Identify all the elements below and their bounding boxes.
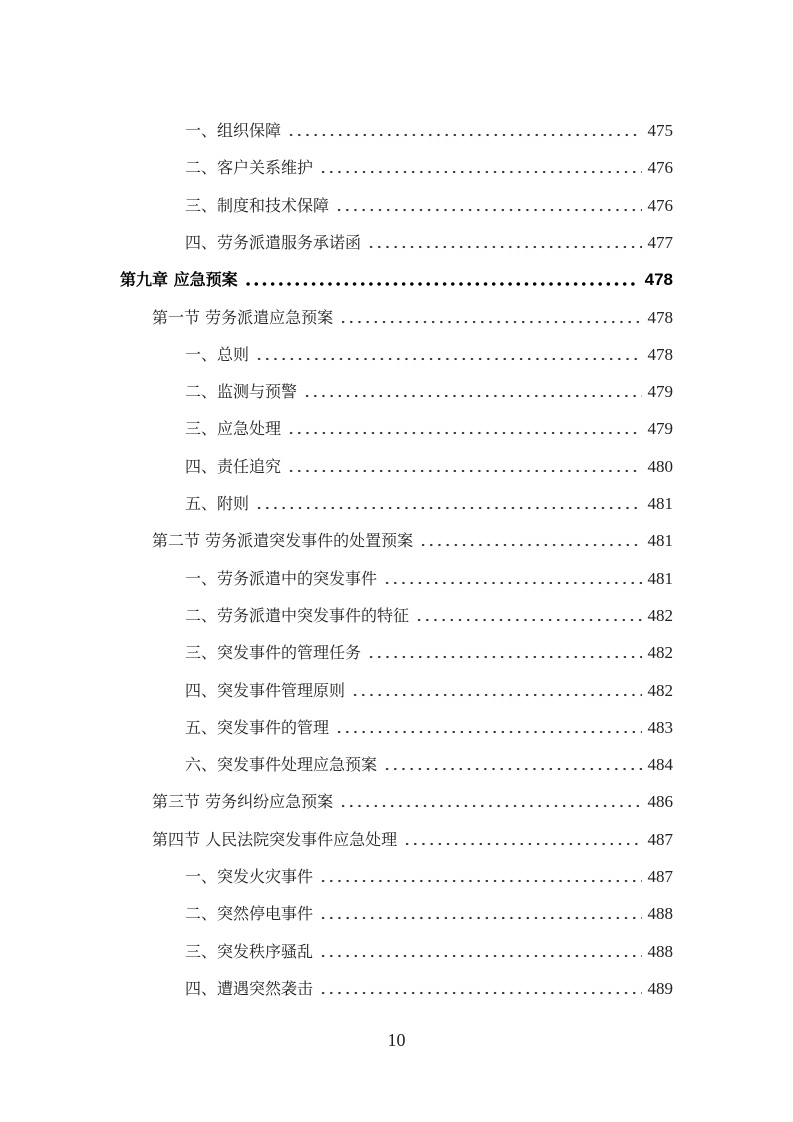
dot-leader [255,506,641,510]
toc-entry-page: 476 [647,158,673,178]
toc-entry-page: 487 [647,829,673,849]
dot-leader [367,245,641,249]
toc-entry-page: 478 [647,344,673,364]
dot-leader [335,208,641,212]
dot-leader [319,170,641,174]
toc-section-entry[interactable] [152,787,673,817]
toc-item-entry[interactable] [185,974,673,1004]
toc-entry-page: 478 [647,307,673,327]
dot-leader [287,431,641,435]
toc-item-entry[interactable] [185,638,673,668]
toc-entry-page: 475 [647,121,673,140]
toc-entry-title: 三、突发秩序骚乱 [185,941,314,961]
toc-item-entry[interactable] [185,713,673,743]
toc-item-entry[interactable] [185,191,673,221]
dot-leader [335,730,641,734]
toc-item-entry[interactable] [185,377,673,407]
toc-entry-title: 二、监测与预警 [185,382,298,402]
dot-leader [383,581,641,585]
dot-leader [287,133,641,137]
toc-item-entry[interactable] [185,489,673,519]
toc-section-entry[interactable] [152,825,673,855]
toc-entry-title: 三、突发事件的管理任务 [185,643,362,663]
toc-entry-title: 一、总则 [185,344,250,364]
toc-entry-page: 480 [647,456,673,476]
dot-leader [367,655,641,659]
toc-entry-title: 四、遭遇突然袭击 [185,978,314,998]
dot-leader [419,543,641,547]
dot-leader [319,954,641,958]
toc-entry-title: 六、突发事件处理应急预案 [185,755,378,775]
toc-item-entry[interactable] [185,153,673,183]
toc-section-entry[interactable] [152,526,673,556]
toc-item-entry[interactable] [185,750,673,780]
page-number: 10 [387,1030,406,1050]
toc-entry-title: 三、应急处理 [185,419,282,439]
toc-item-entry[interactable] [185,228,673,258]
toc-entry-title: 第三节 劳务纠纷应急预案 [152,792,334,812]
toc-entry-page: 477 [647,232,673,252]
toc-item-entry[interactable] [185,340,673,370]
toc-entry-page: 481 [647,494,673,513]
toc-entry-title: 四、责任追究 [185,456,282,476]
toc-entry-page: 479 [647,419,673,439]
dot-leader [255,357,641,361]
toc-entry-title: 四、突发事件管理原则 [185,680,346,700]
dot-leader [287,469,641,473]
toc-entry-page: 488 [647,941,673,961]
toc-entry-title: 二、突然停电事件 [185,904,314,924]
toc-entry-title: 一、劳务派遣中的突发事件 [185,568,378,588]
toc-entry-page: 481 [647,568,673,588]
toc-entry-page: 483 [647,717,673,737]
dot-leader [383,767,641,771]
dot-leader [339,804,641,808]
toc-entry-page: 482 [647,680,673,700]
toc-entry-page: 488 [647,904,673,924]
toc-item-entry[interactable] [185,862,673,892]
toc-item-entry[interactable] [185,564,673,594]
toc-section-entry[interactable] [152,303,673,333]
toc-entry-page: 486 [647,792,673,812]
dot-leader [319,991,641,995]
dot-leader [303,394,641,398]
toc-item-entry[interactable] [185,601,673,631]
dot-leader [244,282,639,286]
dot-leader [403,842,641,846]
dot-leader [319,916,641,920]
toc-entry-title: 五、突发事件的管理 [185,717,330,737]
toc-item-entry[interactable] [185,937,673,967]
toc-entry-title: 二、劳务派遣中突发事件的特征 [185,605,410,625]
toc-entry-page: 487 [647,867,673,886]
toc-item-entry[interactable] [185,452,673,482]
toc-item-entry[interactable] [185,116,673,146]
toc-entry-title: 三、制度和技术保障 [185,195,330,215]
toc-item-entry[interactable] [185,414,673,444]
toc-entry-page: 484 [647,755,673,775]
toc-entry-page: 482 [647,643,673,663]
toc-entry-title: 五、附则 [185,494,250,513]
toc-item-entry[interactable] [185,676,673,706]
toc-entry-title: 一、组织保障 [185,121,282,140]
toc-entry-title: 四、劳务派遣服务承诺函 [185,232,362,252]
toc-entry-title: 第一节 劳务派遣应急预案 [152,307,334,327]
toc-entry-page: 479 [647,382,673,402]
toc-entry-page: 476 [647,195,673,215]
toc-entry-title: 二、客户关系维护 [185,158,314,178]
toc-entry-title: 第二节 劳务派遣突发事件的处置预案 [152,531,414,551]
toc-chapter-entry[interactable] [120,265,673,295]
toc-entry-page: 482 [647,605,673,625]
toc-entry-title: 第四节 人民法院突发事件应急处理 [152,829,398,849]
toc-entry-page: 481 [647,531,673,551]
dot-leader [319,879,641,883]
toc-entry-page: 478 [644,270,673,290]
toc-entry-page: 489 [647,978,673,998]
dot-leader [351,693,641,697]
dot-leader [339,320,641,324]
toc-entry-title: 第九章 应急预案 [120,270,238,290]
toc-item-entry[interactable] [185,899,673,929]
dot-leader [415,618,641,622]
toc-entry-title: 一、突发火灾事件 [185,867,314,886]
